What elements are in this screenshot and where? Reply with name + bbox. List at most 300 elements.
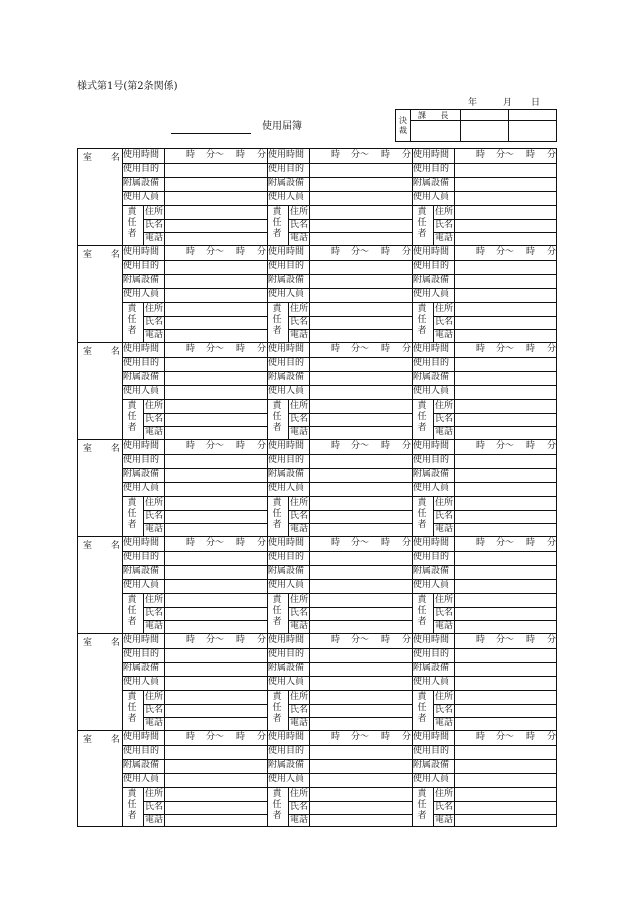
name-label: 氏名 [290, 511, 309, 521]
name-label: 氏名 [290, 608, 309, 618]
responsible-label: 責任者 [272, 401, 282, 433]
hour-unit: 時 [526, 150, 536, 160]
name-label: 氏名 [435, 705, 454, 715]
row-line [412, 399, 557, 400]
table-border [77, 440, 78, 536]
address-label: 住所 [290, 692, 309, 702]
row-line [122, 787, 267, 788]
name-label: 氏名 [290, 317, 309, 327]
hour-unit: 時 [236, 441, 246, 451]
hour-unit: 時 [526, 538, 536, 548]
minute-from-unit: 分〜 [206, 732, 225, 742]
phone-label: 電話 [290, 233, 309, 243]
hour-unit: 時 [186, 150, 196, 160]
responsible-label: 責任者 [417, 304, 427, 336]
hour-unit: 時 [476, 635, 486, 645]
room-label: 室 名 [83, 153, 128, 163]
hour-unit: 時 [236, 150, 246, 160]
hour-unit: 時 [381, 344, 391, 354]
minute-unit: 分 [547, 247, 557, 257]
phone-label: 電話 [435, 815, 454, 825]
hour-unit: 時 [186, 247, 196, 257]
name-label: 氏名 [290, 705, 309, 715]
hour-unit: 時 [186, 344, 196, 354]
equipment-label: 附属設備 [413, 469, 450, 479]
responsible-label: 責任者 [417, 595, 427, 627]
minute-from-unit: 分〜 [206, 150, 225, 160]
hour-unit: 時 [381, 441, 391, 451]
sub-label-divider [164, 205, 165, 245]
minute-from-unit: 分〜 [351, 247, 370, 257]
row-line [122, 496, 267, 497]
sub-label-divider [454, 399, 455, 439]
minute-from-unit: 分〜 [496, 247, 515, 257]
people-label: 使用人員 [123, 580, 160, 590]
equipment-label: 附属設備 [268, 178, 305, 188]
responsible-divider [433, 302, 434, 342]
row-line [267, 205, 412, 206]
row-line [412, 302, 557, 303]
responsible-label: 責任者 [272, 304, 282, 336]
equipment-label: 附属設備 [268, 372, 305, 382]
purpose-label: 使用目的 [123, 358, 160, 368]
purpose-label: 使用目的 [413, 164, 450, 174]
room-label: 室 名 [83, 735, 128, 745]
name-label: 氏名 [145, 511, 164, 521]
hour-unit: 時 [381, 732, 391, 742]
purpose-label: 使用目的 [413, 455, 450, 465]
responsible-divider [433, 593, 434, 633]
equipment-label: 附属設備 [123, 275, 160, 285]
address-label: 住所 [435, 789, 454, 799]
responsible-label: 責任者 [272, 595, 282, 627]
purpose-label: 使用目的 [123, 552, 160, 562]
people-label: 使用人員 [268, 192, 305, 202]
sub-label-divider [164, 690, 165, 730]
row-line [122, 205, 267, 206]
responsible-label: 責任者 [127, 498, 137, 530]
time-label: 使用時間 [123, 150, 160, 160]
minute-unit: 分 [402, 150, 412, 160]
hour-unit: 時 [236, 732, 246, 742]
row-line [122, 302, 267, 303]
usage-block [77, 439, 557, 536]
approval-divider [508, 110, 509, 141]
time-label: 使用時間 [123, 635, 160, 645]
sub-label-divider [454, 787, 455, 826]
hour-unit: 時 [381, 538, 391, 548]
minute-from-unit: 分〜 [206, 635, 225, 645]
address-label: 住所 [145, 692, 164, 702]
phone-label: 電話 [290, 524, 309, 534]
address-label: 住所 [290, 304, 309, 314]
name-label: 氏名 [145, 414, 164, 424]
name-label: 氏名 [435, 802, 454, 812]
time-label: 使用時間 [268, 732, 305, 742]
hour-unit: 時 [331, 635, 341, 645]
responsible-divider [288, 690, 289, 730]
minute-from-unit: 分〜 [206, 441, 225, 451]
name-label: 氏名 [435, 414, 454, 424]
minute-from-unit: 分〜 [496, 441, 515, 451]
row-line [412, 593, 557, 594]
hour-unit: 時 [186, 441, 196, 451]
people-label: 使用人員 [123, 774, 160, 784]
people-label: 使用人員 [413, 386, 450, 396]
responsible-label: 責任者 [127, 401, 137, 433]
responsible-divider [143, 690, 144, 730]
phone-label: 電話 [145, 621, 164, 631]
usage-block [77, 730, 557, 827]
sub-label-divider [309, 593, 310, 633]
approval-kacho-label: 課 長 [418, 111, 455, 120]
hour-unit: 時 [331, 344, 341, 354]
phone-label: 電話 [435, 524, 454, 534]
purpose-label: 使用目的 [413, 358, 450, 368]
responsible-divider [143, 496, 144, 536]
responsible-label: 責任者 [127, 207, 137, 239]
equipment-label: 附属設備 [123, 469, 160, 479]
hour-unit: 時 [331, 732, 341, 742]
purpose-label: 使用目的 [268, 649, 305, 659]
responsible-divider [143, 787, 144, 826]
date-month: 月 [503, 98, 513, 108]
minute-from-unit: 分〜 [351, 538, 370, 548]
table-border [77, 537, 78, 633]
minute-from-unit: 分〜 [351, 344, 370, 354]
equipment-label: 附属設備 [268, 566, 305, 576]
name-label: 氏名 [145, 705, 164, 715]
approval-divider [410, 110, 411, 141]
address-label: 住所 [145, 401, 164, 411]
name-label: 氏名 [145, 220, 164, 230]
minute-unit: 分 [547, 732, 557, 742]
hour-unit: 時 [476, 150, 486, 160]
sub-label-divider [309, 399, 310, 439]
address-label: 住所 [435, 304, 454, 314]
date-day: 日 [531, 98, 541, 108]
hour-unit: 時 [381, 247, 391, 257]
phone-label: 電話 [435, 718, 454, 728]
equipment-label: 附属設備 [413, 760, 450, 770]
hour-unit: 時 [526, 635, 536, 645]
hour-unit: 時 [476, 344, 486, 354]
people-label: 使用人員 [413, 192, 450, 202]
minute-unit: 分 [402, 344, 412, 354]
responsible-label: 責任者 [417, 789, 427, 821]
purpose-label: 使用目的 [268, 358, 305, 368]
name-label: 氏名 [290, 414, 309, 424]
purpose-label: 使用目的 [268, 455, 305, 465]
responsible-label: 責任者 [417, 401, 427, 433]
time-label: 使用時間 [268, 441, 305, 451]
minute-from-unit: 分〜 [496, 635, 515, 645]
time-label: 使用時間 [268, 150, 305, 160]
name-label: 氏名 [145, 608, 164, 618]
time-label: 使用時間 [413, 732, 450, 742]
equipment-label: 附属設備 [268, 663, 305, 673]
phone-label: 電話 [145, 524, 164, 534]
hour-unit: 時 [186, 732, 196, 742]
room-label: 室 名 [83, 347, 128, 357]
hour-unit: 時 [381, 150, 391, 160]
phone-label: 電話 [435, 427, 454, 437]
people-label: 使用人員 [268, 677, 305, 687]
table-border [77, 149, 78, 245]
people-label: 使用人員 [268, 580, 305, 590]
minute-from-unit: 分〜 [351, 732, 370, 742]
minute-unit: 分 [257, 150, 267, 160]
sub-label-divider [454, 690, 455, 730]
minute-unit: 分 [257, 538, 267, 548]
minute-unit: 分 [402, 538, 412, 548]
minute-unit: 分 [402, 247, 412, 257]
people-label: 使用人員 [123, 483, 160, 493]
phone-label: 電話 [145, 233, 164, 243]
sub-label-divider [454, 496, 455, 536]
hour-unit: 時 [331, 247, 341, 257]
form-label: 様式第1号(第2条関係) [77, 81, 178, 92]
equipment-label: 附属設備 [123, 372, 160, 382]
address-label: 住所 [435, 692, 454, 702]
minute-from-unit: 分〜 [496, 344, 515, 354]
responsible-divider [143, 205, 144, 245]
hour-unit: 時 [236, 344, 246, 354]
hour-unit: 時 [186, 635, 196, 645]
time-label: 使用時間 [413, 538, 450, 548]
minute-unit: 分 [402, 441, 412, 451]
minute-from-unit: 分〜 [351, 150, 370, 160]
phone-label: 電話 [290, 815, 309, 825]
usage-block [77, 633, 557, 730]
people-label: 使用人員 [413, 289, 450, 299]
phone-label: 電話 [145, 718, 164, 728]
sub-label-divider [309, 690, 310, 730]
time-label: 使用時間 [123, 732, 160, 742]
name-label: 氏名 [435, 220, 454, 230]
minute-unit: 分 [402, 732, 412, 742]
sub-label-divider [454, 302, 455, 342]
people-label: 使用人員 [413, 483, 450, 493]
purpose-label: 使用目的 [268, 552, 305, 562]
hour-unit: 時 [186, 538, 196, 548]
equipment-label: 附属設備 [413, 178, 450, 188]
hour-unit: 時 [236, 538, 246, 548]
row-line [267, 593, 412, 594]
usage-block [77, 342, 557, 439]
responsible-divider [288, 399, 289, 439]
address-label: 住所 [290, 498, 309, 508]
table-border [77, 343, 78, 439]
approval-divider [460, 110, 461, 141]
purpose-label: 使用目的 [268, 261, 305, 271]
purpose-label: 使用目的 [123, 649, 160, 659]
hour-unit: 時 [526, 441, 536, 451]
phone-label: 電話 [290, 718, 309, 728]
minute-from-unit: 分〜 [496, 732, 515, 742]
responsible-divider [143, 302, 144, 342]
time-label: 使用時間 [123, 538, 160, 548]
usage-block [77, 536, 557, 633]
room-label: 室 名 [83, 250, 128, 260]
equipment-label: 附属設備 [123, 663, 160, 673]
responsible-label: 責任者 [417, 207, 427, 239]
row-line [267, 496, 412, 497]
responsible-divider [433, 205, 434, 245]
phone-label: 電話 [435, 621, 454, 631]
name-label: 氏名 [145, 802, 164, 812]
address-label: 住所 [435, 207, 454, 217]
equipment-label: 附属設備 [268, 760, 305, 770]
hour-unit: 時 [331, 441, 341, 451]
responsible-label: 責任者 [272, 207, 282, 239]
purpose-label: 使用目的 [413, 552, 450, 562]
address-label: 住所 [145, 789, 164, 799]
hour-unit: 時 [476, 538, 486, 548]
sub-label-divider [454, 205, 455, 245]
time-label: 使用時間 [268, 538, 305, 548]
usage-block [77, 245, 557, 342]
people-label: 使用人員 [413, 580, 450, 590]
table-border [77, 634, 78, 730]
name-label: 氏名 [290, 220, 309, 230]
phone-label: 電話 [435, 233, 454, 243]
responsible-divider [143, 399, 144, 439]
minute-unit: 分 [257, 441, 267, 451]
address-label: 住所 [290, 207, 309, 217]
time-label: 使用時間 [413, 635, 450, 645]
sub-label-divider [309, 787, 310, 826]
row-line [412, 690, 557, 691]
name-label: 氏名 [435, 608, 454, 618]
sub-label-divider [164, 593, 165, 633]
address-label: 住所 [145, 595, 164, 605]
hour-unit: 時 [236, 635, 246, 645]
row-line [122, 690, 267, 691]
people-label: 使用人員 [268, 289, 305, 299]
minute-unit: 分 [547, 150, 557, 160]
name-label: 氏名 [145, 317, 164, 327]
minute-unit: 分 [257, 247, 267, 257]
sub-label-divider [164, 787, 165, 826]
people-label: 使用人員 [123, 386, 160, 396]
purpose-label: 使用目的 [123, 164, 160, 174]
purpose-label: 使用目的 [123, 261, 160, 271]
minute-unit: 分 [257, 732, 267, 742]
purpose-label: 使用目的 [123, 455, 160, 465]
phone-label: 電話 [145, 815, 164, 825]
row-line [122, 399, 267, 400]
people-label: 使用人員 [268, 386, 305, 396]
minute-from-unit: 分〜 [496, 150, 515, 160]
time-label: 使用時間 [268, 635, 305, 645]
time-label: 使用時間 [413, 441, 450, 451]
equipment-label: 附属設備 [413, 663, 450, 673]
minute-from-unit: 分〜 [351, 441, 370, 451]
people-label: 使用人員 [123, 677, 160, 687]
name-label: 氏名 [435, 317, 454, 327]
hour-unit: 時 [476, 441, 486, 451]
sub-label-divider [164, 399, 165, 439]
address-label: 住所 [145, 498, 164, 508]
hour-unit: 時 [526, 247, 536, 257]
address-label: 住所 [435, 498, 454, 508]
purpose-label: 使用目的 [413, 746, 450, 756]
equipment-label: 附属設備 [123, 566, 160, 576]
minute-from-unit: 分〜 [206, 247, 225, 257]
hour-unit: 時 [331, 150, 341, 160]
minute-unit: 分 [547, 441, 557, 451]
equipment-label: 附属設備 [268, 275, 305, 285]
sub-label-divider [164, 496, 165, 536]
minute-from-unit: 分〜 [496, 538, 515, 548]
phone-label: 電話 [290, 621, 309, 631]
hour-unit: 時 [331, 538, 341, 548]
equipment-label: 附属設備 [123, 178, 160, 188]
address-label: 住所 [145, 304, 164, 314]
responsible-label: 責任者 [272, 498, 282, 530]
phone-label: 電話 [290, 427, 309, 437]
usage-table [77, 148, 557, 829]
responsible-divider [288, 593, 289, 633]
hour-unit: 時 [476, 247, 486, 257]
responsible-divider [433, 690, 434, 730]
time-label: 使用時間 [268, 247, 305, 257]
responsible-label: 責任者 [417, 498, 427, 530]
title-underline [171, 133, 251, 134]
page-title: 使用届簿 [262, 121, 302, 132]
address-label: 住所 [435, 595, 454, 605]
responsible-label: 責任者 [127, 595, 137, 627]
responsible-divider [433, 787, 434, 826]
responsible-label: 責任者 [127, 789, 137, 821]
equipment-label: 附属設備 [123, 760, 160, 770]
time-label: 使用時間 [123, 441, 160, 451]
hour-unit: 時 [526, 344, 536, 354]
responsible-divider [288, 787, 289, 826]
approval-box [395, 109, 557, 142]
equipment-label: 附属設備 [413, 275, 450, 285]
sub-label-divider [454, 593, 455, 633]
room-label: 室 名 [83, 638, 128, 648]
responsible-divider [288, 496, 289, 536]
responsible-divider [433, 496, 434, 536]
equipment-label: 附属設備 [413, 372, 450, 382]
row-line [267, 787, 412, 788]
table-border [77, 246, 78, 342]
row-line [412, 205, 557, 206]
phone-label: 電話 [145, 427, 164, 437]
purpose-label: 使用目的 [268, 746, 305, 756]
time-label: 使用時間 [413, 344, 450, 354]
responsible-divider [143, 593, 144, 633]
people-label: 使用人員 [123, 192, 160, 202]
responsible-label: 責任者 [417, 692, 427, 724]
address-label: 住所 [290, 401, 309, 411]
responsible-divider [288, 302, 289, 342]
address-label: 住所 [145, 207, 164, 217]
responsible-divider [433, 399, 434, 439]
sub-label-divider [309, 205, 310, 245]
usage-block [77, 148, 557, 245]
hour-unit: 時 [381, 635, 391, 645]
sub-label-divider [164, 302, 165, 342]
time-label: 使用時間 [268, 344, 305, 354]
time-label: 使用時間 [413, 247, 450, 257]
row-line [412, 787, 557, 788]
people-label: 使用人員 [268, 483, 305, 493]
time-label: 使用時間 [413, 150, 450, 160]
